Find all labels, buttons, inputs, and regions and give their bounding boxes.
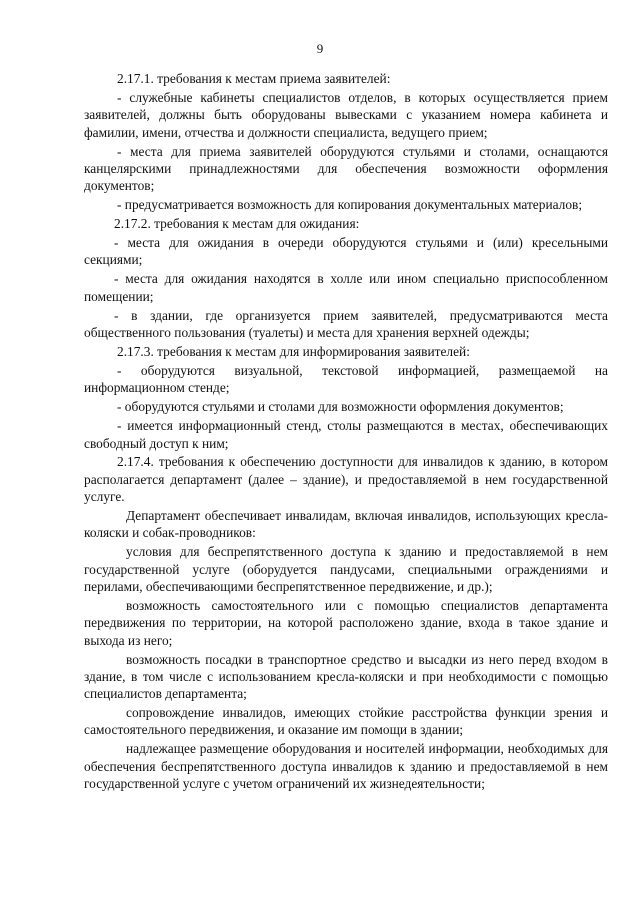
paragraph-movement: возможность самостоятельного или с помощью специалистов департамента передвижения по территории, на которой расположено здание, входа в такое здание и выхода из него; <box>84 597 608 648</box>
paragraph-office-signage: - служебные кабинеты специалистов отделов, в которых осуществляется прием заявителей, должны быть оборудованы вывесками с указанием номера кабинета и фамилии, имени, отчества и должности специалиста, ведущего прием; <box>84 89 608 140</box>
paragraph-department-provides: Департамент обеспечивает инвалидам, включая инвалидов, использующих кресла-коляски и собак-проводников: <box>84 508 608 541</box>
page-number: 9 <box>316 41 324 56</box>
paragraph-reception-furniture: - места для приема заявителей оборудуются стульями и столами, оснащаются канцелярскими принадлежностями для обеспечения возможности оформления документов; <box>84 143 608 194</box>
paragraph-escort: сопровождение инвалидов, имеющих стойкие расстройства функции зрения и самостоятельного передвижения, и оказание им помощи в здании; <box>84 705 608 738</box>
paragraph-transport: возможность посадки в транспортное средство и высадки из него перед входом в здание, в том числе с использованием кресла-коляски и при необходимости с помощью специалистов департамента; <box>84 651 608 702</box>
paragraph-2-17-1-heading: 2.17.1. требования к местам приема заявителей: <box>117 71 391 86</box>
paragraph-public-facilities: - в здании, где организуется прием заявителей, предусматриваются места общественного пользования (туалеты) и места для хранения верхней одежды; <box>84 307 608 340</box>
paragraph-copying: - предусматривается возможность для копирования документальных материалов; <box>117 197 583 213</box>
document-body <box>84 70 608 794</box>
paragraph-2-17-4-heading: 2.17.4. требования к обеспечению доступности для инвалидов к зданию, в котором располагается департамент (далее – здание), и предоставляемой в нем государственной услуге. <box>84 454 608 505</box>
paragraph-waiting-seating: - места для ожидания в очереди оборудуются стульями и (или) кресельными секциями; <box>84 235 608 268</box>
paragraph-2-17-3-heading: 2.17.3. требования к местам для информирования заявителей: <box>117 343 470 359</box>
paragraph-info-stand: - оборудуются визуальной, текстовой информацией, размещаемой на информационном стенде; <box>84 362 608 396</box>
paragraph-access-conditions: условия для беспрепятственного доступа к зданию и предоставляемой в нем государственной услуге (оборудуется пандусами, специальными ограждениями и перилами, обеспечивающими беспрепятственное передвижение, и др.); <box>84 544 608 594</box>
paragraph-equipment-placement: надлежащее размещение оборудования и носителей информации, необходимых для обеспечения беспрепятственного доступа инвалидов к зданию и предоставляемой в нем государственной услуге с учетом ограничений их жизнедеятельности; <box>84 741 608 791</box>
paragraph-2-17-2-heading: 2.17.2. требования к местам для ожидания: <box>114 216 360 232</box>
paragraph-info-access: - имеется информационный стенд, столы размещаются в местах, обеспечивающих свободный доступ к ним; <box>84 418 608 451</box>
paragraph-waiting-hall: - места для ожидания находятся в холле или ином специально приспособленном помещении; <box>84 271 608 304</box>
paragraph-info-furniture: - оборудуются стульями и столами для возможности оформления документов; <box>117 399 564 415</box>
